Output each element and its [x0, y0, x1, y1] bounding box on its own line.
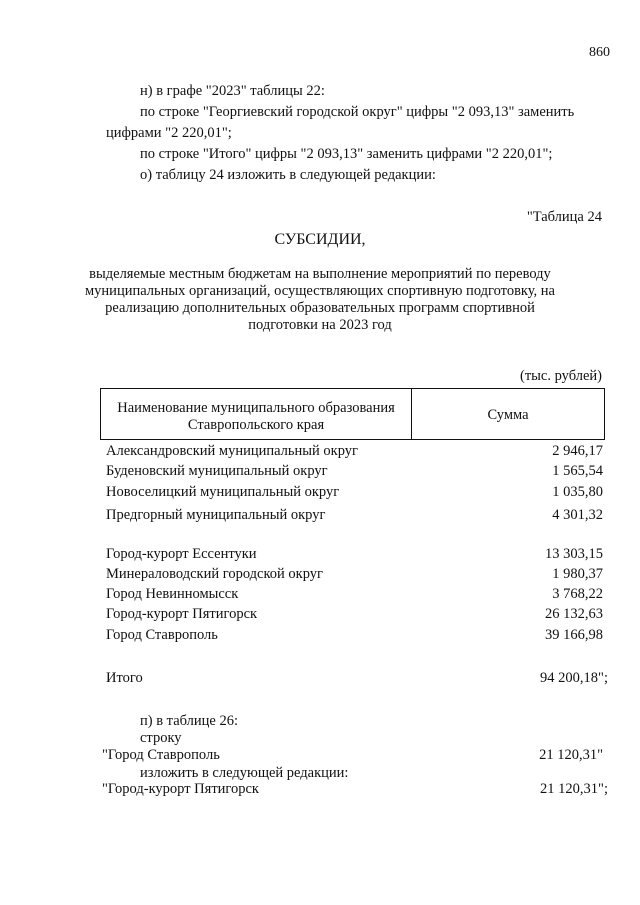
subtitle-line-3: реализацию дополнительных образовательных программ спортивной	[105, 300, 535, 316]
table-row-name: Город Ставрополь	[106, 627, 218, 643]
table-header	[100, 388, 605, 440]
table-row-name: Город-курорт Ессентуки	[106, 546, 257, 562]
intro-line-2: по строке "Георгиевский городской округ" цифры "2 093,13" заменить	[140, 104, 575, 120]
instruction-line: изложить в следующей редакции:	[140, 765, 349, 781]
subtitle-line-1: выделяемые местным бюджетам на выполнение мероприятий по переводу	[89, 266, 551, 282]
intro-line-4: по строке "Итого" цифры "2 093,13" заменить цифрами "2 220,01";	[140, 146, 553, 162]
table-row-name: Город-курорт Пятигорск	[106, 606, 258, 622]
header-name-line-2: Ставропольского края	[187, 417, 325, 433]
table-row-value: 13 303,15	[545, 546, 603, 562]
subtitle-line-2: муниципальных организаций, осуществляющих спортивную подготовку, на	[85, 283, 555, 299]
item-p-line: п) в таблице 26:	[140, 713, 238, 729]
table-row-value: 1 035,80	[552, 484, 603, 500]
intro-line-5: о) таблицу 24 изложить в следующей редакции:	[140, 167, 436, 183]
new-row-name: "Город-курорт Пятигорск	[102, 781, 259, 797]
page-number: 860	[589, 45, 610, 60]
new-row-value: 21 120,31";	[540, 781, 608, 797]
table-row-value: 2 946,17	[552, 443, 603, 459]
table-row-value: 1 980,37	[552, 566, 603, 582]
word-row-line: строку	[140, 730, 182, 746]
table-row-value: 1 565,54	[552, 463, 603, 479]
table-row-value: 4 301,32	[552, 507, 603, 523]
header-sum-cell: Сумма	[487, 407, 529, 423]
table-row-value: 39 166,98	[545, 627, 603, 643]
old-row-value: 21 120,31"	[539, 747, 603, 763]
table-label: "Таблица 24	[526, 209, 602, 225]
header-name-cell	[101, 400, 411, 434]
document-title: СУБСИДИИ,	[274, 231, 366, 248]
table-row-value: 3 768,22	[552, 586, 603, 602]
table-row-name: Александровский муниципальный округ	[106, 443, 358, 459]
table-row-name: Минераловодский городской округ	[106, 566, 323, 582]
total-label: Итого	[106, 670, 143, 686]
old-row-name: "Город Ставрополь	[102, 747, 220, 763]
intro-line-1: н) в графе "2023" таблицы 22:	[140, 83, 325, 99]
table-row-name: Предгорный муниципальный округ	[106, 507, 326, 523]
table-row-name: Новоселицкий муниципальный округ	[106, 484, 340, 500]
total-value: 94 200,18";	[540, 670, 608, 686]
table-row-name: Буденовский муниципальный округ	[106, 463, 328, 479]
intro-line-3: цифрами "2 220,01";	[106, 125, 232, 141]
table-row-value: 26 132,63	[545, 606, 603, 622]
subtitle-line-4: подготовки на 2023 год	[248, 317, 392, 333]
units-label: (тыс. рублей)	[520, 368, 602, 384]
table-row-name: Город Невинномысск	[106, 586, 239, 602]
header-name-line-1: Наименование муниципального образования	[117, 400, 395, 416]
